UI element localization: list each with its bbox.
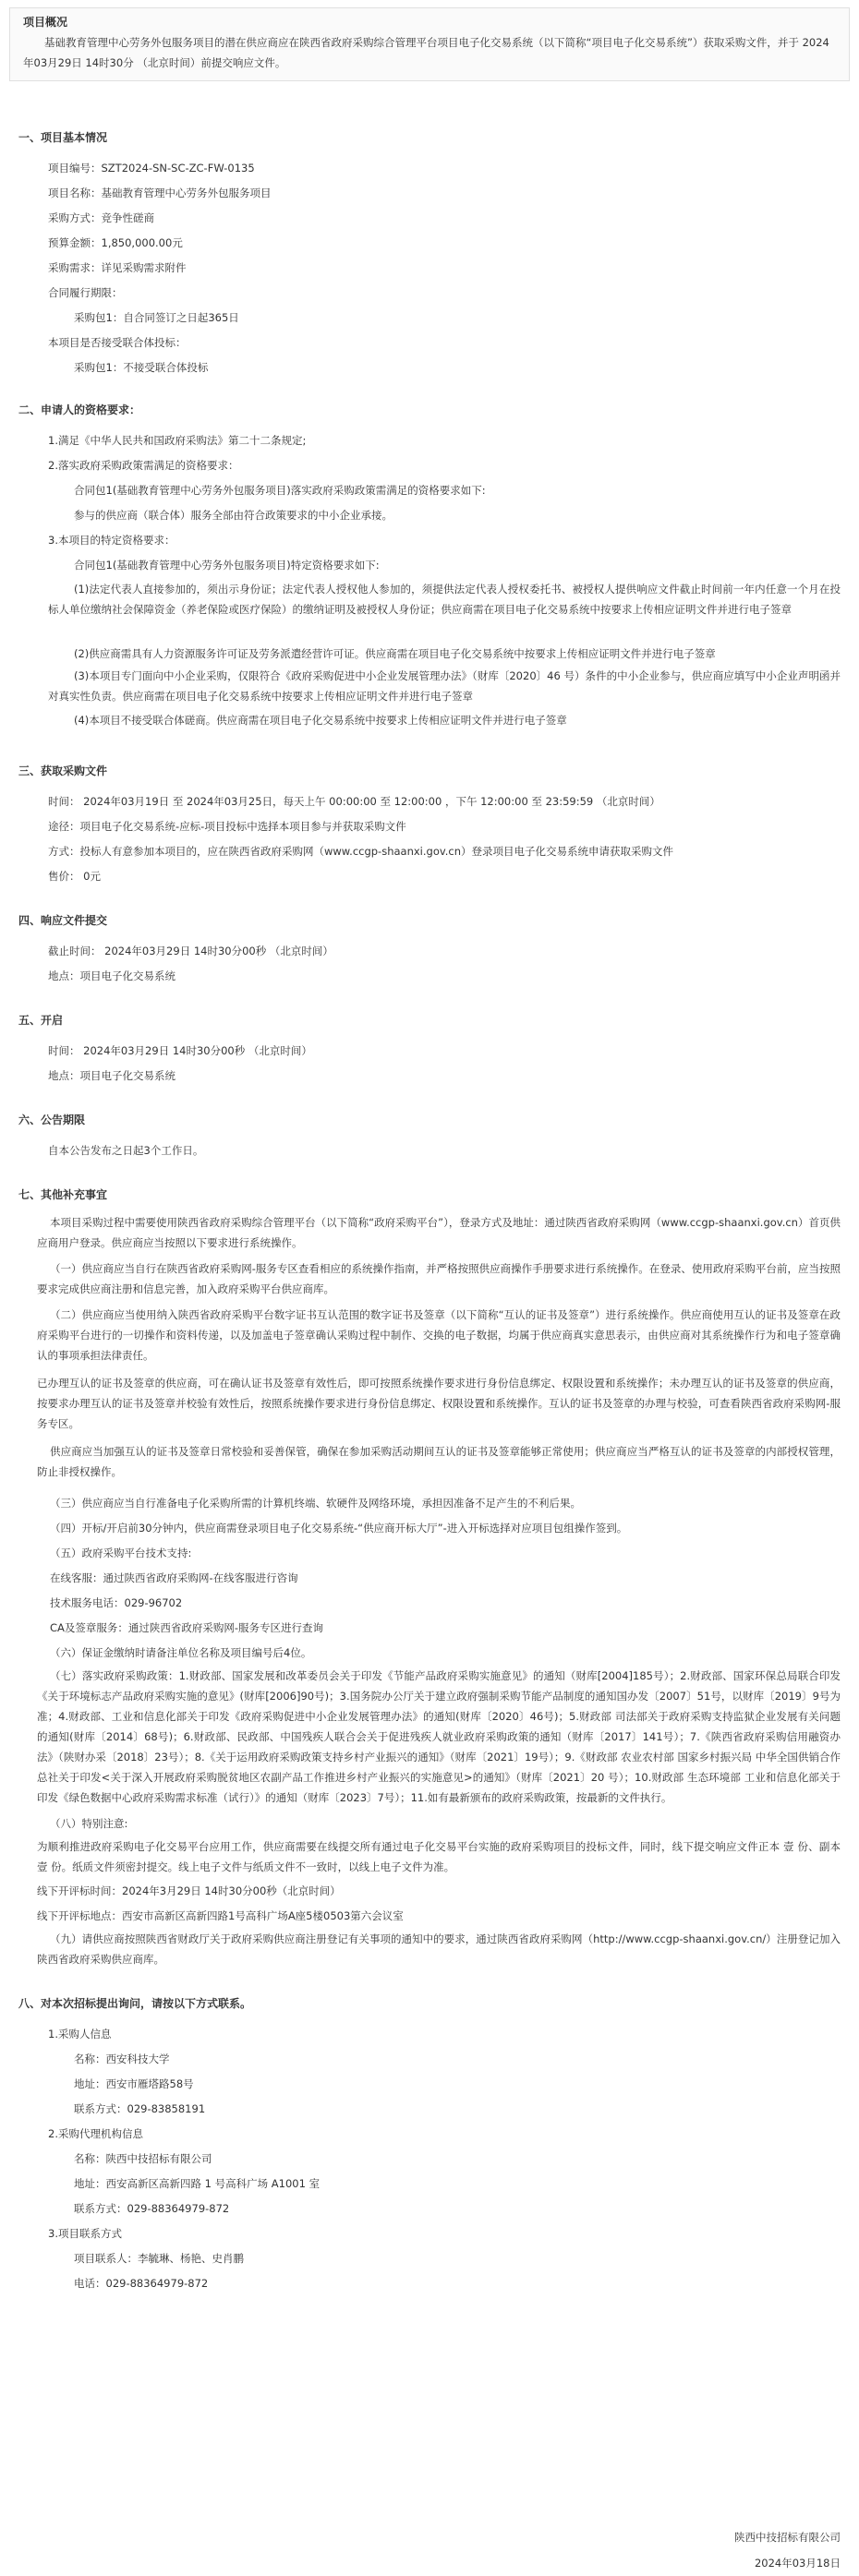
get-documents-price: 售价： 0元 [48,870,101,883]
agent-address: 地址：西安高新区高新四路 1 号高科广场 A1001 室 [74,2177,321,2190]
other-item-6: （六）保证金缴纳时请备注单位名称及项目编号后4位。 [50,1646,312,1659]
notice-period-text: 自本公告发布之日起3个工作日。 [48,1144,204,1157]
offline-opening-time: 线下开评标时间：2024年3月29日 14时30分00秒（北京时间） [37,1884,341,1897]
agent-info-heading: 2.采购代理机构信息 [48,2127,143,2140]
buyer-phone: 联系方式：029-83858191 [74,2102,206,2115]
project-contact-person: 项目联系人：李毓琳、杨艳、史肖鹏 [74,2252,244,2265]
qualification-line: 参与的供应商（联合体）服务全部由符合政策要求的中小企业承接。 [74,509,393,522]
support-ca-service: CA及签章服务：通过陕西省政府采购网-服务专区进行查询 [50,1621,324,1634]
other-item-5: （五）政府采购平台技术支持: [50,1547,192,1559]
agent-phone: 联系方式：029-88364979-872 [74,2202,230,2215]
get-documents-way: 途径：项目电子化交易系统-应标-项目投标中选择本项目参与并获取采购文件 [48,820,406,833]
section-title-qualifications: 二、申请人的资格要求： [18,403,141,416]
submission-place: 地点：项目电子化交易系统 [48,969,175,982]
procurement-demand: 采购需求：详见采购需求附件 [48,261,187,274]
section-title-contact: 八、对本次招标提出询问，请按以下方式联系。 [18,1997,252,2010]
section-title-opening: 五、开启 [18,1014,64,1027]
other-item-8: （八）特别注意: [50,1817,128,1830]
project-code: 项目编号：SZT2024-SN-SC-ZC-FW-0135 [48,162,255,175]
project-name: 项目名称：基础教育管理中心劳务外包服务项目 [48,187,272,199]
buyer-address: 地址：西安市雁塔路58号 [74,2077,194,2090]
contract-period-label: 合同履行期限： [48,286,123,299]
opening-place: 地点：项目电子化交易系统 [48,1069,175,1082]
support-online-service: 在线客服：通过陕西省政府采购网-在线客服进行咨询 [50,1571,298,1584]
qualification-line: 3.本项目的特定资格要求： [48,534,175,547]
qualification-line: 合同包1(基础教育管理中心劳务外包服务项目)落实政府采购政策需满足的资格要求如下: [74,484,486,497]
opening-time: 时间： 2024年03月29日 14时30分00秒 （北京时间） [48,1044,312,1057]
buyer-info-heading: 1.采购人信息 [48,2028,112,2040]
get-documents-mode: 方式：投标人有意参加本项目的，应在陕西省政府采购网（www.ccgp-shaanxi.gov.cn）登录项目电子化交易系统申请获取采购文件 [48,845,674,858]
other-item-1: （一）供应商应当自行在陕西省政府采购网-服务专区查看相应的系统操作指南，并严格按照供应商操作手册要求进行系统操作。在登录、使用政府采购平台前，应当按照要求完成供应商注册和信息完善，加入政府采购平台供应商库。 [37,1262,841,1295]
qualification-line: 2.落实政府采购政策需满足的资格要求： [48,459,239,472]
other-item-9: （九）请供应商按照陕西省财政厅关于政府采购供应商注册登记有关事项的通知中的要求，通过陕西省政府采购网（http://www.ccgp-shaanxi.gov.cn/）注册登记加入陕西省政府采购供应商库。 [37,1932,841,1966]
footer-date: 2024年03月18日 [754,2557,841,2570]
special-attention-text: 为顺利推进政府采购电子化交易平台应用工作，供应商需要在线提交所有通过电子化交易平台实施的政府采购项目的投标文件，同时，线下提交响应文件正本 壹 份、副本 壹 份。纸质文件须密封提交。线上电子文件与纸质文件不一致时，以线上电子文件为准。 [37,1840,841,1873]
contract-period-package: 采购包1：自合同签订之日起365日 [74,311,239,324]
section-title-notice-period: 六、公告期限 [18,1113,86,1126]
offline-opening-place: 线下开评标地点：西安市高新区高新四路1号高科广场A座5楼0503第六会议室 [37,1909,404,1922]
project-overview-box [9,7,850,81]
other-item-2-note: 已办理互认的证书及签章的供应商，可在确认证书及签章有效性后，即可按照系统操作要求进行身份信息绑定、权限设置和系统操作；未办理互认的证书及签章的供应商，按要求办理互认的证书及签章并校验有效性后，按照系统操作要求进行身份信息绑定、权限设置和系统操作。互认的证书及签章的办理与校验，可查看陕西省政府采购网-服务专区。 [37,1377,841,1430]
section-title-other-matters: 七、其他补充事宜 [18,1188,108,1201]
other-item-3: （三）供应商应当自行准备电子化采购所需的计算机终端、软硬件及网络环境，承担因准备不足产生的不利后果。 [50,1497,581,1510]
other-item-7-policies: （七）落实政府采购政策：1.财政部、国家发展和改革委员会关于印发《节能产品政府采购实施意见》的通知（财库[2004]185号）；2.财政部、国家环保总局联合印发《关于环境标志产品政府采购实施的意见》(财库[2006]90号)；3.国务院办公厅关于建立政府强制采购节能产品制度的通知国办发〔2007〕51号，以财库〔2019〕9号为准；4.财政部、工业和信息化部关于印发《政府采购促进中小企业发展管理办法》的通知(财库〔2020〕46号)；5.财政部 司法部关于政府采购支持监狱企业发展有关问题的通知(财库〔2014〕68号)；6.财政部、民政部、中国残疾人联合会关于促进残疾人就业政府采购政策的通知（财库〔2017〕141号）；7.《陕西省政府采购信用融资办法》（陕财办采〔2018〕23号）；8.《关于运用政府采购政策支持乡村产业振兴的通知》（财库〔2021〕19号）；9.《财政部 农业农村部 国家乡村振兴局 中华全国供销合作总社关于印发<关于深入开展政府采购脱贫地区农副产品工作推进乡村产业振兴的实施意见>的通知》（财库〔2021〕20 号）；10.财政部 生态环境部 工业和信息化部关于印发《绿色数据中心政府采购需求标准（试行）》的通知（财库〔2023〕7号）；11.如有最新颁布的政府采购政策，按最新的文件执行。 [37,1669,841,1804]
support-tech-phone: 技术服务电话：029-96702 [50,1596,183,1609]
other-item-2: （二）供应商应当使用纳入陕西省政府采购平台数字证书互认范围的数字证书及签章（以下简称“互认的证书及签章”）进行系统操作。供应商使用互认的证书及签章在政府采购平台进行的一切操作和资料传递，以及加盖电子签章确认采购过程中制作、交换的电子数据，均属于供应商真实意思表示，由供应商对其系统操作行为和电子签章确认的事项承担法律责任。 [37,1308,841,1362]
section-title-get-documents: 三、获取采购文件 [18,764,108,777]
consortium-label: 本项目是否接受联合体投标： [48,336,187,349]
buyer-name: 名称：西安科技大学 [74,2052,170,2065]
other-item-4: （四）开标/开启前30分钟内，供应商需登录项目电子化交易系统-“供应商开标大厅”-进入开标选择对应项目包组操作签到。 [50,1522,628,1535]
footer-organization: 陕西中技招标有限公司 [734,2531,841,2544]
overview-title: 项目概况 [23,16,68,29]
qualification-paragraph: (2)供应商需具有人力资源服务许可证及劳务派遣经营许可证。供应商需在项目电子化交易系统中按要求上传相应证明文件并进行电子签章 [74,647,716,660]
other-item-2-note: 供应商应当加强互认的证书及签章日常校验和妥善保管，确保在参加采购活动期间互认的证书及签章能够正常使用；供应商应当严格互认的证书及签章的内部授权管理，防止非授权操作。 [37,1445,841,1478]
qualification-paragraph: (3)本项目专门面向中小企业采购，仅限符合《政府采购促进中小企业发展管理办法》（财库〔2020〕46 号）条件的中小企业参与，供应商应填写中小企业声明函并对真实性负责。供应商需在项目电子化交易系统中按要求上传相应证明文件并进行电子签章 [48,669,841,703]
get-documents-time: 时间： 2024年03月19日 至 2024年03月25日，每天上午 00:00:00 至 12:00:00 ，下午 12:00:00 至 23:59:59 （北京时间） [48,795,660,808]
procurement-method: 采购方式：竞争性磋商 [48,211,154,224]
project-contact-heading: 3.项目联系方式 [48,2227,122,2240]
agent-name: 名称：陕西中技招标有限公司 [74,2152,212,2165]
budget-amount: 预算金额：1,850,000.00元 [48,236,183,249]
project-contact-phone: 电话：029-88364979-872 [74,2277,209,2290]
qualification-line: 1.满足《中华人民共和国政府采购法》第二十二条规定; [48,434,307,447]
qualification-line: 合同包1(基础教育管理中心劳务外包服务项目)特定资格要求如下: [74,559,380,572]
overview-text: 基础教育管理中心劳务外包服务项目的潜在供应商应在陕西省政府采购综合管理平台项目电子化交易系统（以下简称“项目电子化交易系统”）获取采购文件，并于 2024年03月29日 14时30分 （北京时间）前提交响应文件。 [23,36,829,69]
qualification-paragraph: (4)本项目不接受联合体磋商。供应商需在项目电子化交易系统中按要求上传相应证明文件并进行电子签章 [74,714,567,727]
section-title-submission: 四、响应文件提交 [18,914,108,927]
other-intro: 本项目采购过程中需要使用陕西省政府采购综合管理平台（以下简称“政府采购平台”），登录方式及地址：通过陕西省政府采购网（www.ccgp-shaanxi.gov.cn）首页供应商用户登录。供应商应当按照以下要求进行系统操作。 [37,1216,841,1249]
qualification-paragraph: (1)法定代表人直接参加的，须出示身份证；法定代表人授权他人参加的，须提供法定代表人授权委托书、被授权人提供响应文件截止时间前一年内任意一个月在投标人单位缴纳社会保障资金（养老保险或医疗保险）的缴纳证明及被授权人身份证；供应商需在项目电子化交易系统中按要求上传相应证明文件并进行电子签章 [48,583,841,616]
section-title-basic-info: 一、项目基本情况 [18,131,108,144]
submission-deadline: 截止时间： 2024年03月29日 14时30分00秒 （北京时间） [48,945,333,957]
consortium-package: 采购包1：不接受联合体投标 [74,361,209,374]
